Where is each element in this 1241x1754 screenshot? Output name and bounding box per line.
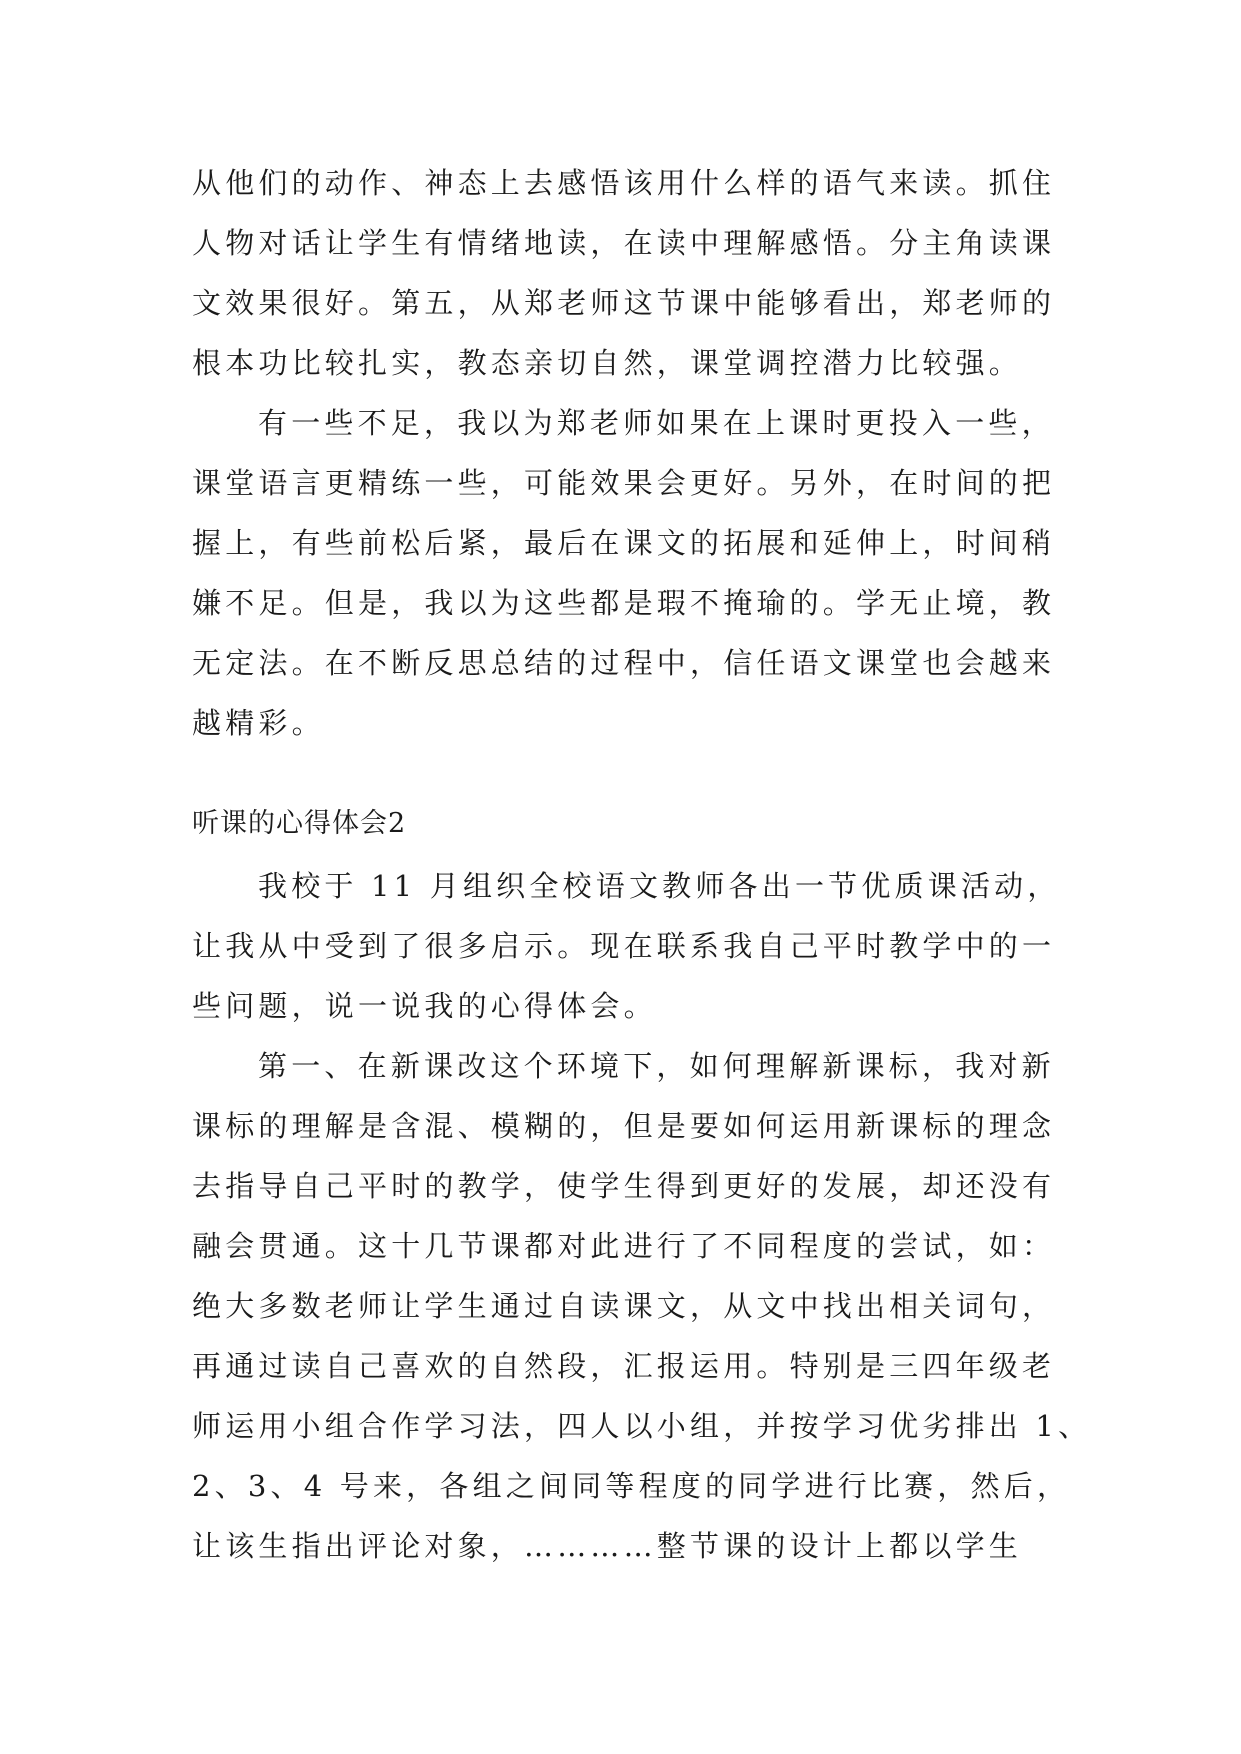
paragraph-line: 绝大多数老师让学生通过自读课文，从文中找出相关词句， [192, 1289, 1056, 1323]
paragraph-line: 让我从中受到了很多启示。现在联系我自己平时教学中的一 [192, 929, 1056, 963]
paragraph-line: 课标的理解是含混、模糊的，但是要如何运用新课标的理念 [192, 1109, 1056, 1143]
paragraph-line: 师运用小组合作学习法，四人以小组，并按学习优劣排出 1、 [192, 1409, 1092, 1443]
section-heading-block [192, 796, 1052, 852]
paragraph-4 [192, 1036, 1092, 1576]
paragraph-line: 我校于 11 月组织全校语文教师各出一节优质课活动， [258, 869, 1061, 903]
paragraph-line: 无定法。在不断反思总结的过程中，信任语文课堂也会越来 [192, 646, 1056, 680]
paragraph-line: 去指导自己平时的教学，使学生得到更好的发展，却还没有 [192, 1169, 1056, 1203]
paragraph-line: 第一、在新课改这个环境下，如何理解新课标，我对新 [258, 1049, 1055, 1083]
paragraph-line: 嫌不足。但是，我以为这些都是瑕不掩瑜的。学无止境，教 [192, 586, 1056, 620]
paragraph-line: 课堂语言更精练一些，可能效果会更好。另外，在时间的把 [192, 466, 1056, 500]
paragraph-line: 有一些不足，我以为郑老师如果在上课时更投入一些， [258, 406, 1055, 440]
paragraph-line: 融会贯通。这十几节课都对此进行了不同程度的尝试，如： [192, 1229, 1056, 1263]
paragraph-1 [192, 153, 1056, 393]
paragraph-line: 文效果很好。第五，从郑老师这节课中能够看出，郑老师的 [192, 286, 1056, 320]
paragraph-2 [192, 393, 1056, 753]
paragraph-3 [192, 856, 1061, 1036]
paragraph-line: 握上，有些前松后紧，最后在课文的拓展和延伸上，时间稍 [192, 526, 1056, 560]
paragraph-line: 人物对话让学生有情绪地读，在读中理解感悟。分主角读课 [192, 226, 1056, 260]
paragraph-line: 越精彩。 [192, 706, 325, 740]
section-heading: 听课的心得体会2 [192, 808, 407, 839]
paragraph-line: 些问题，说一说我的心得体会。 [192, 989, 657, 1023]
paragraph-line: 从他们的动作、神态上去感悟该用什么样的语气来读。抓住 [192, 166, 1056, 200]
paragraph-line: 让该生指出评论对象，…………整节课的设计上都以学生 [192, 1529, 1023, 1563]
paragraph-line: 2、3、4 号来，各组之间同等程度的同学进行比赛，然后， [192, 1469, 1071, 1503]
paragraph-line: 根本功比较扎实，教态亲切自然，课堂调控潜力比较强。 [192, 346, 1023, 380]
paragraph-line: 再通过读自己喜欢的自然段，汇报运用。特别是三四年级老 [192, 1349, 1056, 1383]
